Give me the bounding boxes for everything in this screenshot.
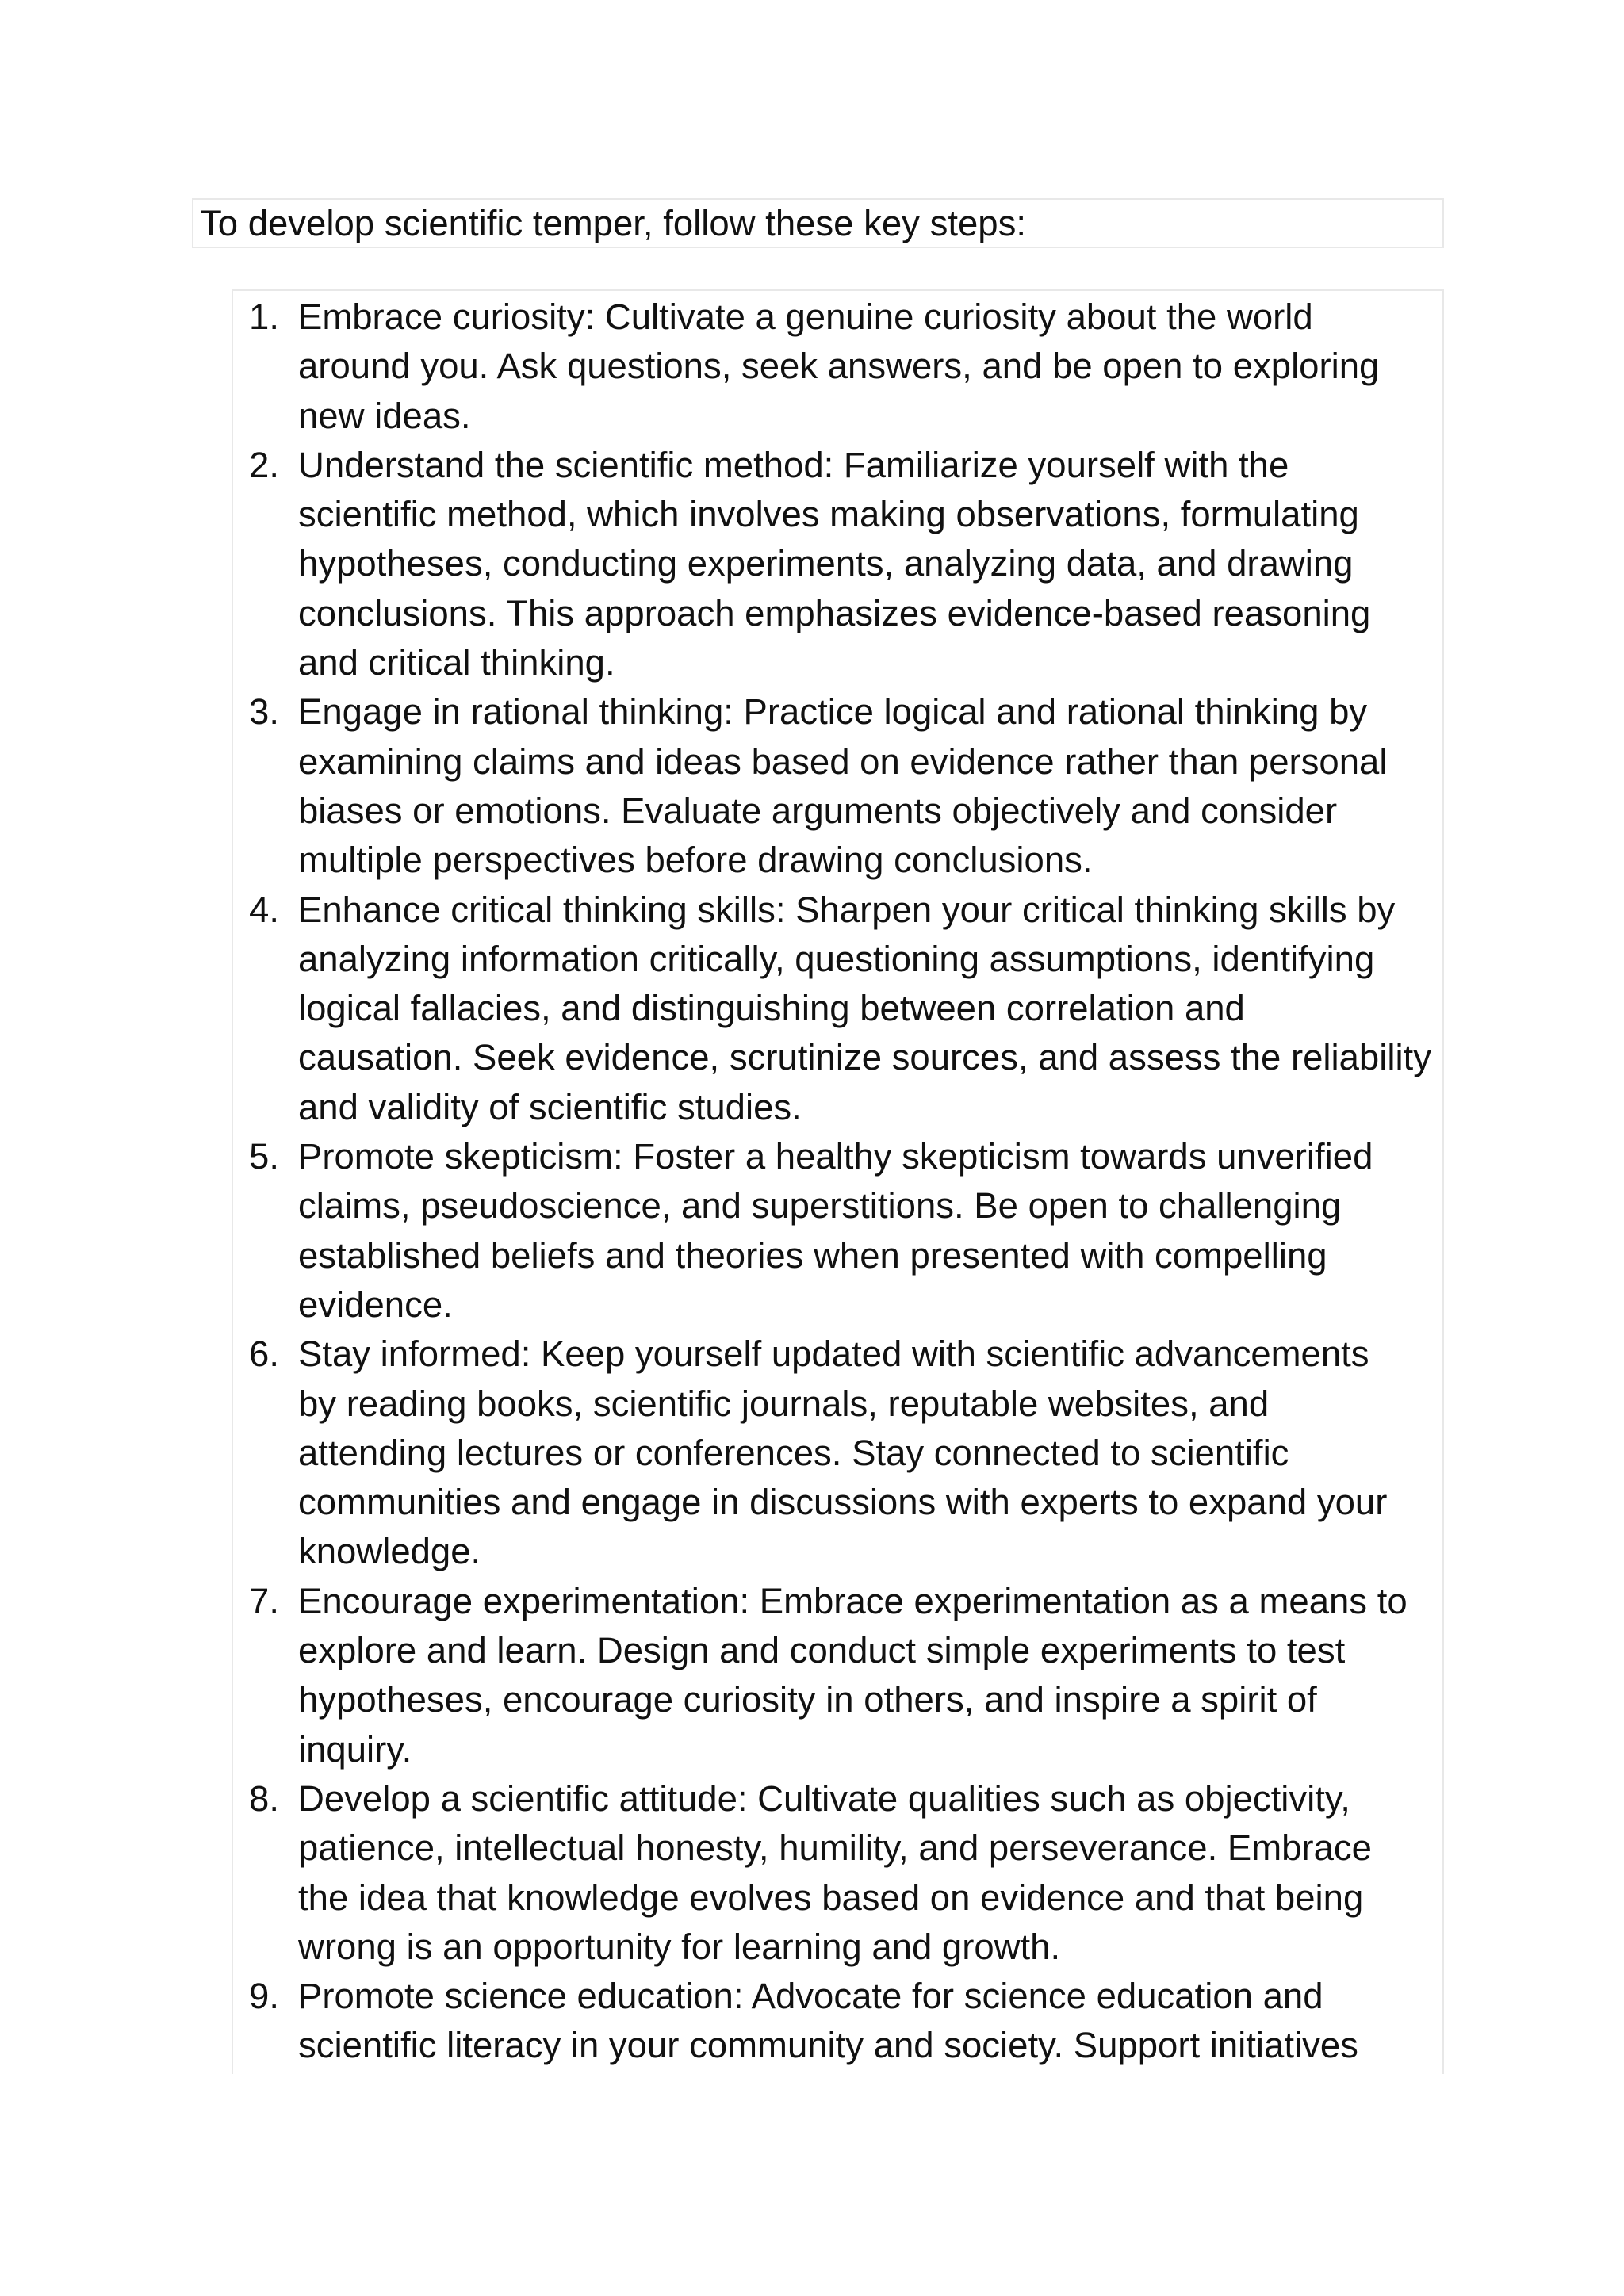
- list-item-text: established beliefs and theories when presented with compelling: [298, 1234, 1327, 1276]
- list-item-text: around you. Ask questions, seek answers, and be open to exploring: [298, 346, 1380, 387]
- list-item-text: hypotheses, encourage curiosity in others, and inspire a spirit of: [298, 1679, 1317, 1720]
- list-item-text: multiple perspectives before drawing conclusions.: [298, 840, 1093, 881]
- list-item-text: evidence.: [298, 1284, 453, 1325]
- list-item-text: wrong is an opportunity for learning and growth.: [298, 1926, 1061, 1967]
- list-item-text: knowledge.: [298, 1531, 481, 1572]
- list-item: [233, 293, 1442, 441]
- list-item-number: 1.: [249, 297, 279, 337]
- list-item-number: 4.: [249, 889, 279, 930]
- list-item-text: causation. Seek evidence, scrutinize sources, and assess the reliability: [298, 1037, 1431, 1078]
- steps-list: [232, 289, 1444, 2074]
- list-item-text: biases or emotions. Evaluate arguments objectively and consider: [298, 790, 1338, 831]
- list-item-text: analyzing information critically, questioning assumptions, identifying: [298, 938, 1375, 979]
- list-item-text: Promote skepticism: Foster a healthy skepticism towards unverified: [298, 1136, 1373, 1177]
- list-item-text: communities and engage in discussions with experts to expand your: [298, 1482, 1388, 1523]
- list-item-number: 7.: [249, 1580, 279, 1621]
- list-item-text: and critical thinking.: [298, 642, 615, 683]
- list-item-number: 9.: [249, 1976, 279, 2017]
- list-item-text: claims, pseudoscience, and superstitions. Be open to challenging: [298, 1185, 1342, 1226]
- list-item-text: inquiry.: [298, 1728, 412, 1770]
- intro-paragraph: [192, 198, 1444, 248]
- list-item-text: Understand the scientific method: Familiarize yourself with the: [298, 444, 1289, 485]
- list-item-text: Engage in rational thinking: Practice logical and rational thinking by: [298, 691, 1368, 733]
- list-item-text: Develop a scientific attitude: Cultivate qualities such as objectivity,: [298, 1777, 1350, 1819]
- list-item-text: Stay informed: Keep yourself updated with scientific advancements: [298, 1334, 1369, 1375]
- list-item-number: 5.: [249, 1136, 279, 1177]
- list-item-number: 2.: [249, 444, 279, 485]
- list-item-text: patience, intellectual honesty, humility, and perseverance. Embrace: [298, 1827, 1372, 1869]
- list-item: [233, 1577, 1442, 1774]
- list-item-text: and validity of scientific studies.: [298, 1086, 802, 1127]
- list-item: [233, 1132, 1442, 1330]
- list-item-text: logical fallacies, and distinguishing between correlation and: [298, 988, 1245, 1029]
- list-item-text: conclusions. This approach emphasizes evidence-based reasoning: [298, 592, 1371, 633]
- list-item-text: attending lectures or conferences. Stay connected to scientific: [298, 1432, 1289, 1473]
- list-item-number: 8.: [249, 1777, 279, 1819]
- list-item-text: scientific method, which involves making observations, formulating: [298, 494, 1359, 535]
- list-item-text: Embrace curiosity: Cultivate a genuine curiosity about the world: [298, 297, 1313, 337]
- list-item-text: hypotheses, conducting experiments, analyzing data, and drawing: [298, 543, 1354, 584]
- list-item-text: the idea that knowledge evolves based on evidence and that being: [298, 1877, 1364, 1918]
- list-item-text: examining claims and ideas based on evidence rather than personal: [298, 740, 1388, 782]
- list-item-text: new ideas.: [298, 395, 471, 436]
- list-item: [233, 1330, 1442, 1576]
- list-item-text: by reading books, scientific journals, reputable websites, and: [298, 1383, 1270, 1424]
- intro-text: To develop scientific temper, follow these key steps:: [200, 203, 1026, 243]
- list-item: [233, 1774, 1442, 1972]
- list-item: [233, 441, 1442, 687]
- list-item-number: 6.: [249, 1334, 279, 1375]
- list-item: [233, 886, 1442, 1132]
- list-item: [233, 1972, 1442, 2071]
- list-item: [233, 687, 1442, 885]
- list-item-text: scientific literacy in your community and society. Support initiatives: [298, 2025, 1358, 2066]
- list-item-text: Enhance critical thinking skills: Sharpen your critical thinking skills by: [298, 889, 1396, 930]
- list-item-text: Promote science education: Advocate for science education and: [298, 1976, 1323, 2017]
- list-item-text: explore and learn. Design and conduct simple experiments to test: [298, 1630, 1346, 1671]
- list-item-number: 3.: [249, 691, 279, 733]
- list-item-text: Encourage experimentation: Embrace experimentation as a means to: [298, 1580, 1408, 1621]
